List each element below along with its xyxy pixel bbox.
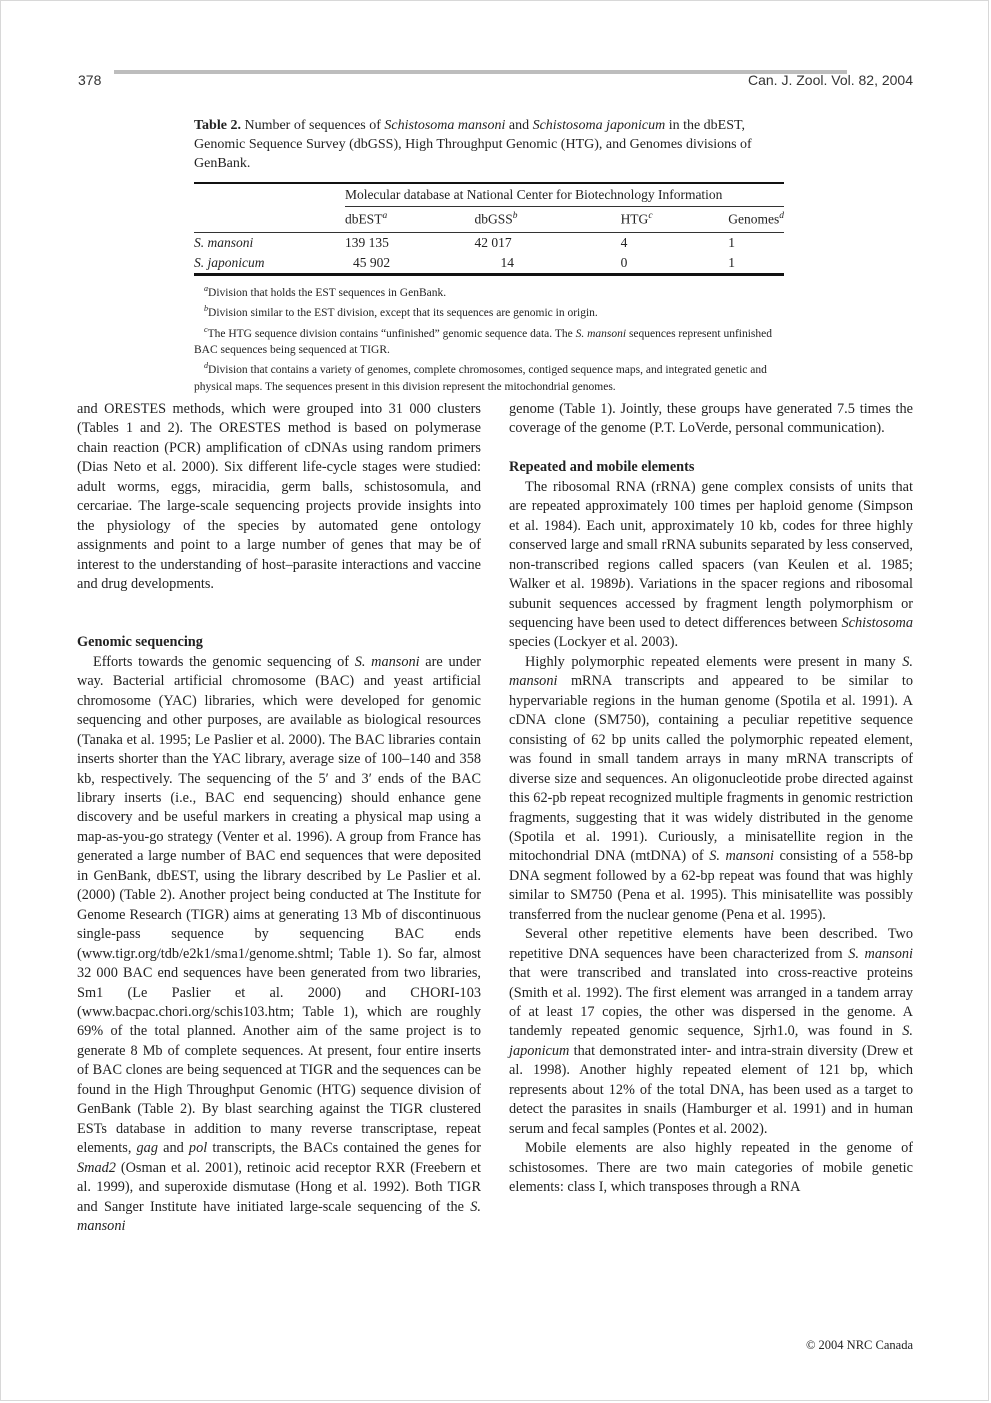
caption-text: and: [505, 118, 533, 133]
table-corner-cell: [194, 183, 345, 207]
paragraph: and ORESTES methods, which were grouped into 31 000 clusters (Tables 1 and 2). The ORESTES method is based on polymerase chain reaction (PCR) amplification of cDNAs using random primers (Dias Neto et al. 2000). Six different life-cycle stages were studied: adult worms, eggs, miracidia, germ balls, schistosomula, and cercariae. The large-scale sequencing projects provide insights into the physiology of the species by automated gene ontology assignments and point to a large number of genes that may be of interest to the understanding of host–parasite interactions and vaccine and drug developments.: [77, 401, 481, 593]
footnote-a: $^a$Division that holds the EST sequences in GenBank.: [204, 284, 447, 299]
table-cell: 42 017: [474, 235, 512, 250]
data-table: [194, 182, 784, 276]
table-cell: 45 902: [352, 255, 391, 270]
caption-text: Number of sequences of: [244, 118, 385, 133]
row-species: S. japonicum: [194, 255, 265, 270]
column-header-htg: HTG$^c$: [621, 207, 729, 233]
table-footnotes: [194, 281, 794, 395]
table-cell: 4: [620, 235, 628, 250]
paragraph: The ribosomal RNA (rRNA) gene complex consists of units that are repeated approximately 100 times per haploid genome (Simpson et al. 1984). Each unit, approximately 10 kb, codes for three highly conserved large and small rRNA subunits separated by less conserved, non-transcribed regions called spacers (van Keulen et al. 1985; Walker et al. 1989b). Variations in the spacer regions and ribosomal subunit sequences accessed by fragment length polymorphism or sequencing have been used to detect differences between Schistosoma species (Lockyer et al. 2003).: [509, 478, 913, 651]
table-cell: 14: [500, 255, 515, 270]
table-group-header-row: [194, 183, 784, 207]
caption-species: Schistosoma japonicum: [532, 118, 666, 133]
table-row: [194, 253, 784, 275]
header-rule: [114, 70, 847, 74]
footnote-d: $^d$Division that contains a variety of genomes, complete chromosomes, contiged sequence maps, and integrated genetic and physical maps. The sequences present in this division represent the mitochondrial genomes.: [194, 361, 767, 393]
section-heading: Repeated and mobile elements: [509, 459, 695, 476]
table-cell: 139 135: [344, 235, 389, 250]
column-header-dbest: dbEST$^a$: [345, 207, 475, 233]
paragraph: genome (Table 1). Jointly, these groups have generated 7.5 times the coverage of the genome (P.T. LoVerde, personal communication).: [509, 401, 913, 437]
left-column: [77, 400, 481, 1236]
paragraph: Highly polymorphic repeated elements were present in many S. mansoni mRNA transcripts and appeared to be similar to hypervariable regions in the human genome (Spotila et al. 1991). A cDNA clone (SM750), containing a peculiar repetitive sequence consisting of 62 bp units called the polymorphic repeated element, was found in small tandem arrays in many mRNA transcripts of diverse size and sequences. An oligonucleotide probe directed against this 62-pb repeat recognized multiple fragments in genomic restriction fragments, suggesting that it was widely distributed in the genome (Spotila et al. 1991). Curiously, a minisatellite region in the mitochondrial DNA (mtDNA) of S. mansoni consisting of a 558-bp DNA segment followed by a 62-bp repeat was found that was highly similar to SM750 (Pena et al. 1995). This minisatellite was possibly transferred from the nuclear genome (Pena et al. 1995).: [509, 653, 913, 923]
row-species: S. mansoni: [194, 235, 254, 250]
running-head: Can. J. Zool. Vol. 82, 2004: [748, 72, 913, 88]
page-number: 378: [78, 72, 102, 88]
column-header-dbgss: dbGSS$^b$: [475, 207, 621, 233]
table-column-header-row: [194, 207, 784, 233]
table-cell: 1: [728, 255, 736, 270]
table-group-header: Molecular database at National Center for Biotechnology Information: [345, 183, 784, 207]
paragraph: Mobile elements are also highly repeated in the genome of schistosomes. There are two main categories of mobile genetic elements: class I, which transposes through a RNA: [509, 1140, 913, 1196]
table-caption: [194, 116, 794, 173]
footnote-b: $^b$Division similar to the EST division, except that its sequences are genomic in origin.: [204, 304, 598, 320]
caption-text: in the dbEST, Genomic Sequence Survey (dbGSS), High Throughput Genomic (HTG), and Genomes divisions of GenBank.: [194, 118, 752, 171]
column-header-genomes: Genomes$^d$: [728, 207, 784, 233]
table-row: [194, 233, 784, 254]
copyright-footer: © 2004 NRC Canada: [805, 1338, 913, 1352]
caption-species: Schistosoma mansoni: [384, 118, 506, 133]
footnote-c: $^c$The HTG sequence division contains “unfinished” genomic sequence data. The S. mansoni sequences represent unfinished BAC sequences being sequenced at TIGR.: [194, 324, 772, 356]
table-caption-label: Table 2.: [194, 118, 241, 133]
table-cell: 1: [728, 235, 736, 250]
table-2: [194, 116, 794, 395]
right-column: [509, 400, 913, 1198]
section-heading: Genomic sequencing: [77, 634, 203, 651]
table-corner-cell: [194, 207, 345, 233]
paragraph: Efforts towards the genomic sequencing of S. mansoni are under way. Bacterial artificial chromosome (BAC) and yeast artificial chromosome (YAC) libraries, which were developed for genomic sequencing and other purposes, are available as biological resources (Tanaka et al. 1995; Le Paslier et al. 2000). The BAC libraries contain inserts shorter than the YAC library, average size of 100–140 and 358 kb, respectively. The sequencing of the 5′ and 3′ ends of the BAC library inserts (i.e., BAC end sequencing) should enhance gene discovery and be useful markers in creating a physical map using a map-as-you-go strategy (Venter et al. 1996). A group from France has generated a large number of BAC end sequences that were deposited in GenBank, dbEST, using the library described by Le Paslier et al. (2000) (Table 2). Another project being conducted at The Institute for Genome Research (TIGR) aims at generating 13 Mb of discontinuous single-pass sequence by sequencing BAC ends (www.tigr.org/tdb/e2k1/sma1/genome.shtml; Table 1). So far, almost 32 000 BAC end sequences have been generated from two libraries, Sm1 (Le Paslier et al. 2000) and CHORI-103 (www.bacpac.chori.org/schis103.htm; Table 1), which are roughly 69% of the total planned. Another aim of the same project is to generate 8 Mb of complete sequences. At present, four entire inserts of BAC clones are being sequenced at TIGR and the sequences can be found in the High Throughput Genomic (HTG) sequence division of GenBank (Table 2). By blast searching against the TIGR clustered ESTs database in addition to many reverse transcriptase, repeat elements, gag and pol transcripts, the BACs contained the genes for Smad2 (Osman et al. 2001), retinoic acid receptor RXR (Freebern et al. 1999), and superoxide dismutase (Hong et al. 1992). Both TIGR and Sanger Institute have initiated large-scale sequencing of the S. mansoni: [77, 653, 482, 1234]
paragraph: Several other repetitive elements have been described. Two repetitive DNA sequences have been characterized from S. mansoni that were transcribed and translated into cross-reactive proteins (Smith et al. 1992). The first element was arranged in a tandem array of at least 17 copies, the other was dispersed in the genome. A tandemly repeated genomic sequence, Sjrh1.0, was found in S. japonicum that demonstrated inter- and intra-strain diversity (Drew et al. 1998). Another highly repeated element of 121 bp, which represents about 12% of the total DNA, has been used as a target to detect the parasites in snails (Hamburger et al. 1991) and in human serum and fecal samples (Pontes et al. 2002).: [509, 926, 913, 1137]
table-cell: 0: [620, 255, 628, 270]
